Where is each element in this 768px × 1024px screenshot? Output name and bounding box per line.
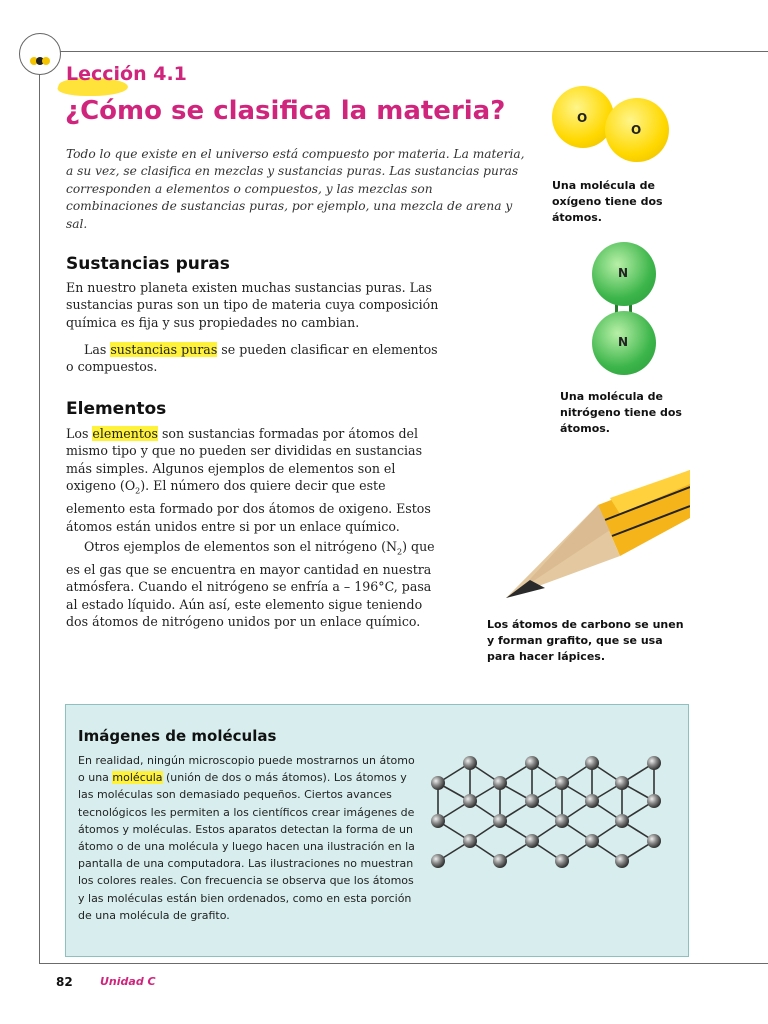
sustancias-p2-text: se pueden clasificar en elementos o compuestos.	[66, 342, 438, 375]
lesson-badge-icon	[19, 33, 61, 75]
pencil-caption: Los átomos de carbono se unen y forman grafito, que se usa para hacer lápices.	[487, 618, 684, 663]
graphite-atom	[615, 814, 629, 828]
nitrogen-atom-label: N	[618, 335, 629, 349]
highlight-sustancias-puras: sustancias puras	[110, 342, 218, 357]
pencil-icon	[500, 470, 690, 605]
graphite-atom	[647, 834, 661, 848]
info-box-text-part: En realidad, ningún microscopio puede mostrarnos un átomo o una	[78, 754, 415, 785]
info-box-text-part: (unión de dos o más átomos). Los átomos y las moléculas son demasiado pequeños. Ciertos avances tecnológicos les permiten a los científicos crear imágenes de átomos y moléculas. Estos aparatos detectan la forma de un átomo o de una molécula y luego hacen una ilustración en la pantalla de una computadora. Las ilustraciones no muestran los colores reales. Con frecuencia se observa que los átomos y las moléculas están bien ordenados, como en esta porción de una molécula de grafito.	[78, 771, 415, 922]
elementos-paragraph-2	[66, 538, 446, 631]
subscript: 2	[135, 486, 141, 496]
elementos-p1-text: son sustancias formadas por átomos del mismo tipo y que no pueden ser divididas en sustancias más simples. Algunos ejemplos de elementos son el oxigeno (O	[66, 426, 423, 494]
graphite-atom	[493, 854, 507, 868]
info-box-title: Imágenes de moléculas	[78, 727, 277, 745]
unit-label: Unidad C	[100, 975, 156, 988]
oxygen-caption: Una molécula de oxígeno tiene dos átomos.	[552, 179, 663, 224]
graphite-atom	[555, 814, 569, 828]
oxygen-atom-label: O	[631, 123, 642, 137]
graphite-atom	[555, 776, 569, 790]
graphite-atom	[647, 756, 661, 770]
frame-top-rule	[40, 51, 768, 52]
graphite-atom	[555, 854, 569, 868]
graphite-atom	[525, 794, 539, 808]
sustancias-p2-text: Las	[84, 342, 111, 357]
graphite-atom	[647, 794, 661, 808]
graphite-molecule-diagram	[420, 745, 682, 905]
graphite-atom	[585, 794, 599, 808]
elementos-p1-text: Los	[66, 426, 93, 441]
frame-left-rule	[39, 51, 40, 964]
frame-bottom-rule	[39, 963, 768, 964]
elementos-p2-text: ) que es el gas que se encuentra en mayor cantidad en nuestra atmósfera. Cuando el nitrógeno se enfría a – 196°C, pasa al estado líquido. Aún así, este elemento sigue teniendo dos átomos de nitrógeno unidos por un enlace químico.	[66, 539, 435, 630]
elementos-p2-text: Otros ejemplos de elementos son el nitrógeno (N	[84, 539, 397, 554]
graphite-atom	[585, 756, 599, 770]
elementos-p1-text: ). El número dos quiere decir que este elemento esta formado por dos átomos de oxigeno. Estos átomos están unidos entre si por un enlace químico.	[66, 478, 431, 534]
graphite-atom	[585, 834, 599, 848]
highlight-molecula: molécula	[112, 771, 163, 785]
info-box-text	[78, 752, 418, 924]
section-heading-sustancias: Sustancias puras	[66, 254, 230, 274]
sustancias-paragraph-1: En nuestro planeta existen muchas sustancias puras. Las sustancias puras son un tipo de materia cuya composición química es fija y sus propiedades no cambian.	[66, 280, 439, 330]
page-title: ¿Cómo se clasifica la materia?	[65, 96, 506, 126]
graphite-atom	[615, 776, 629, 790]
subscript: 2	[397, 547, 403, 557]
graphite-atom	[615, 854, 629, 868]
graphite-atom	[493, 814, 507, 828]
graphite-atom	[463, 834, 477, 848]
graphite-atom	[431, 854, 445, 868]
lesson-label: Lección 4.1	[66, 63, 187, 85]
page-number: 82	[56, 975, 73, 989]
graphite-atom	[431, 776, 445, 790]
graphite-atom	[525, 756, 539, 770]
sustancias-paragraph-2	[66, 341, 446, 376]
oxygen-atom-label: O	[577, 111, 588, 125]
elementos-paragraph-1	[66, 425, 446, 535]
graphite-atom	[463, 794, 477, 808]
nitrogen-caption: Una molécula de nitrógeno tiene dos átomos.	[560, 390, 682, 435]
nitrogen-atom-label: N	[618, 266, 629, 280]
graphite-atom	[431, 814, 445, 828]
graphite-atom	[493, 776, 507, 790]
section-heading-elementos: Elementos	[66, 399, 167, 419]
intro-paragraph: Todo lo que existe en el universo está compuesto por materia. La materia, a su vez, se clasifica en mezclas y sustancias puras. Las sustancias puras corresponden a elementos o compuestos, y las mezclas son combinaciones de sustancias puras, por ejemplo, una mezcla de arena y sal.	[66, 147, 525, 231]
highlight-elementos: elementos	[92, 426, 158, 441]
graphite-atom	[463, 756, 477, 770]
graphite-atom	[525, 834, 539, 848]
